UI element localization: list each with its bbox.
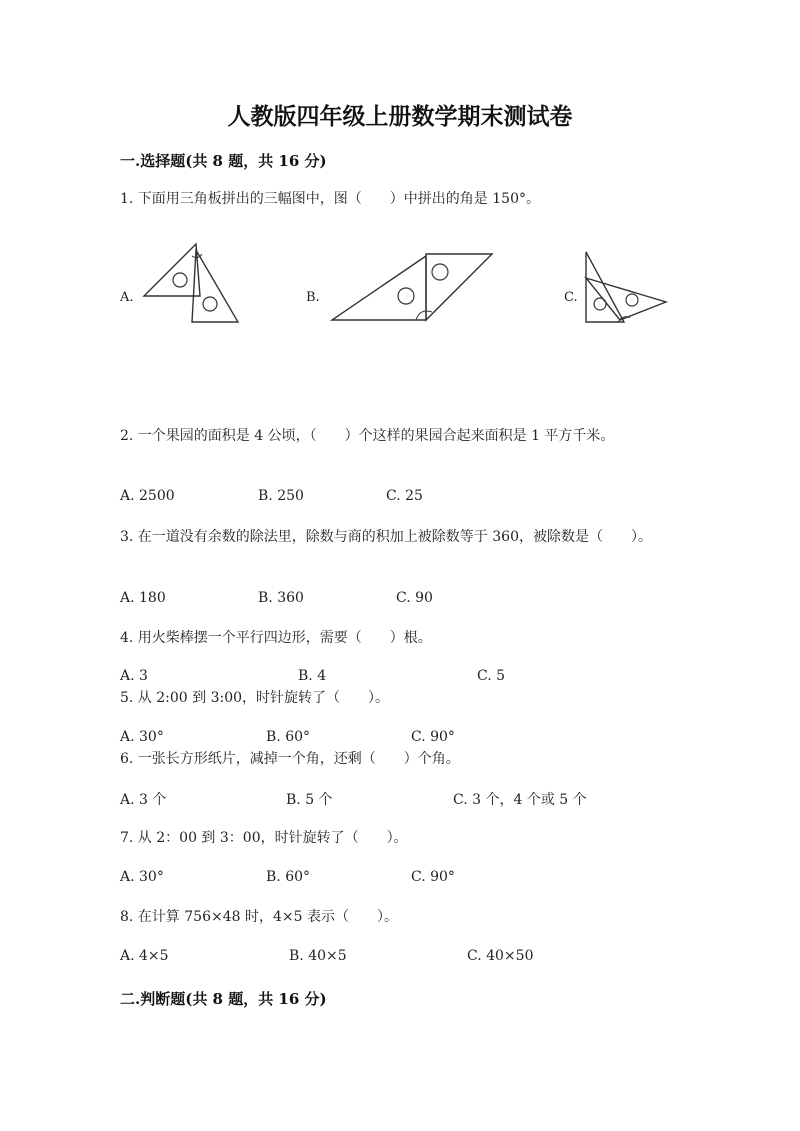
question-7-stem: 7. 从 2：00 到 3：00，时针旋转了（ ）。 <box>120 830 408 846</box>
question-5-option-b: B. 60° <box>266 729 311 745</box>
option-c-label: C. <box>564 290 578 305</box>
question-2-option-a: A. 2500 <box>120 488 175 504</box>
page-title: 人教版四年级上册数学期末测试卷 <box>227 103 573 130</box>
question-8-option-b: B. 40×5 <box>289 948 347 964</box>
question-5-option-c: C. 90° <box>411 729 455 745</box>
question-3-option-a: A. 180 <box>120 590 166 606</box>
question-8-stem: 8. 在计算 756×48 时，4×5 表示（ ）。 <box>120 909 398 925</box>
question-2-stem: 2. 一个果园的面积是 4 公顷，（ ）个这样的果园合起来面积是 1 平方千米。 <box>120 428 615 444</box>
question-6-option-b: B. 5 个 <box>286 792 333 808</box>
question-6-option-a: A. 3 个 <box>120 792 167 808</box>
section-heading-judgment: 二.判断题(共 8 题，共 16 分) <box>120 990 327 1008</box>
question-7-option-c: C. 90° <box>411 869 455 885</box>
option-b-label: B. <box>306 290 320 305</box>
triangle-figure-b <box>328 246 498 326</box>
question-4-stem: 4. 用火柴棒摆一个平行四边形，需要（ ）根。 <box>120 630 432 646</box>
triangle-figure-c <box>580 248 670 328</box>
question-2-option-c: C. 25 <box>386 488 423 504</box>
question-4-option-a: A. 3 <box>120 668 148 684</box>
question-2-option-b: B. 250 <box>258 488 304 504</box>
option-a-label: A. <box>120 290 134 305</box>
question-7-option-a: A. 30° <box>120 869 164 885</box>
question-6-stem: 6. 一张长方形纸片，减掉一个角，还剩（ ）个角。 <box>120 751 460 767</box>
question-5-stem: 5. 从 2:00 到 3:00，时针旋转了（ ）。 <box>120 690 390 706</box>
question-4-option-c: C. 5 <box>477 668 506 684</box>
question-8-option-a: A. 4×5 <box>120 948 169 964</box>
question-3-stem: 3. 在一道没有余数的除法里，除数与商的积加上被除数等于 360，被除数是（ ）。 <box>120 529 652 545</box>
question-3-option-c: C. 90 <box>396 590 433 606</box>
question-1-stem: 1. 下面用三角板拼出的三幅图中，图（ ）中拼出的角是 150°。 <box>120 191 540 207</box>
question-3-option-b: B. 360 <box>258 590 304 606</box>
question-6-option-c: C. 3 个，4 个或 5 个 <box>453 792 587 808</box>
triangle-figure-a <box>140 238 250 328</box>
question-8-option-c: C. 40×50 <box>467 948 534 964</box>
question-7-option-b: B. 60° <box>266 869 311 885</box>
question-5-option-a: A. 30° <box>120 729 164 745</box>
section-heading-choice: 一.选择题(共 8 题，共 16 分) <box>120 152 327 170</box>
question-4-option-b: B. 4 <box>298 668 327 684</box>
